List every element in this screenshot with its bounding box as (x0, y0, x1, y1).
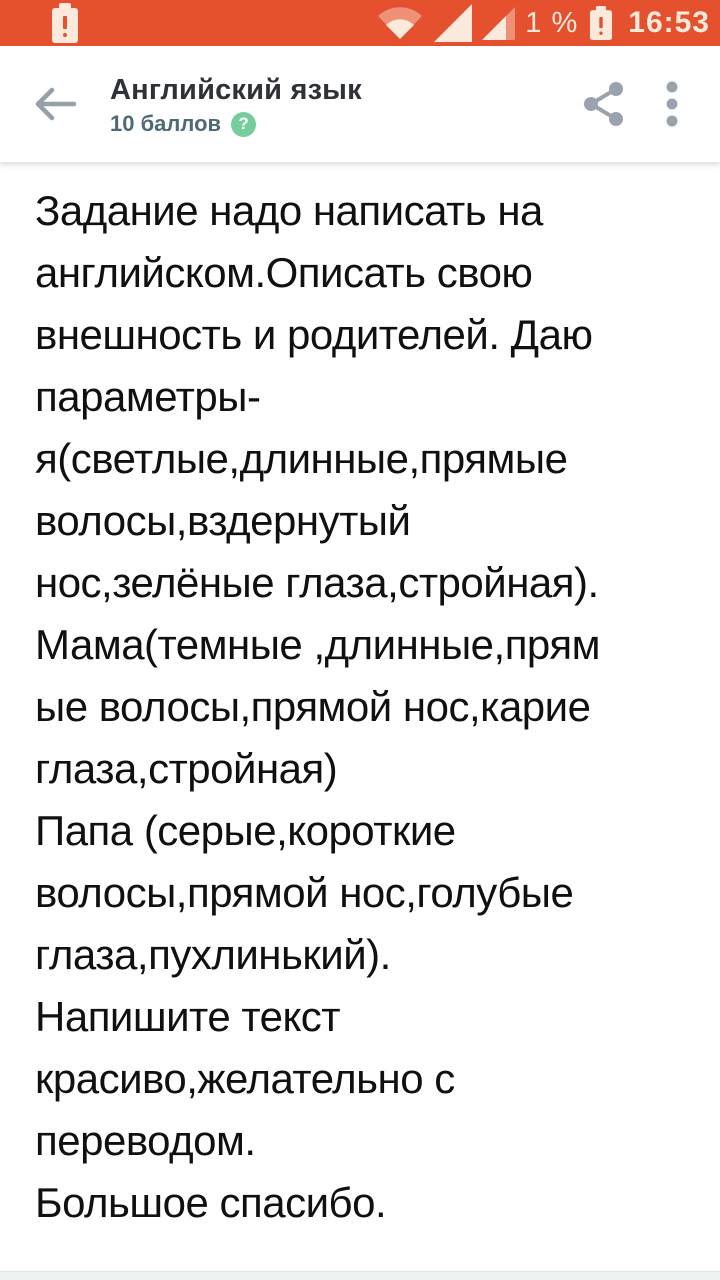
overflow-menu-button[interactable] (650, 74, 694, 134)
next-card-edge (0, 1271, 720, 1280)
question-text-line: Мама(темные ,длинные,прям (35, 621, 600, 668)
back-button[interactable] (24, 74, 84, 134)
question-text-line: я(светлые,длинные,прямые (35, 435, 568, 482)
question-text-line: волосы,прямой нос,голубые (35, 869, 574, 916)
header-titles (110, 71, 576, 137)
subject-title: Английский язык (110, 74, 362, 106)
question-text-line: Задание надо написать на (35, 187, 543, 234)
app-header (0, 46, 720, 162)
points-help-icon[interactable]: ? (231, 112, 256, 137)
question-text-line: переводом. (35, 1117, 256, 1164)
question-text-line: Папа (серые,короткие (35, 807, 456, 854)
wifi-icon (376, 3, 424, 43)
battery-alert-icon (52, 3, 78, 43)
points-row (110, 111, 576, 137)
question-text-line: волосы,вздернутый (35, 497, 411, 544)
question-text-line: параметры- (35, 373, 261, 420)
question-text-line: красиво,желательно с (35, 1055, 455, 1102)
cell-signal-icon (434, 4, 472, 42)
status-bar (0, 0, 720, 46)
cell-signal-icon (482, 7, 515, 40)
battery-percent: 1 % (525, 6, 579, 39)
question-text-line: нос,зелёные глаза,стройная). (35, 559, 599, 606)
question-text (0, 162, 720, 1280)
points-label: 10 баллов (110, 111, 222, 136)
question-text-line: английском.Описать свою (35, 249, 533, 296)
status-bar-clock: 16:53 (628, 6, 710, 39)
share-button[interactable] (576, 74, 632, 134)
more-vert-icon (666, 80, 678, 128)
question-text-line: Напишите текст (35, 993, 341, 1040)
share-icon (583, 81, 625, 127)
arrow-left-icon (32, 84, 76, 124)
question-text-line: Большое спасибо. (35, 1179, 387, 1226)
status-bar-right (376, 0, 710, 46)
question-text-line: глаза,пухлинький). (35, 931, 391, 978)
question-text-line: ые волосы,прямой нос,карие (35, 683, 591, 730)
battery-alert-icon (590, 6, 612, 40)
question-text-line: внешность и родителей. Даю (35, 311, 593, 358)
question-text-line: глаза,стройная) (35, 745, 338, 792)
